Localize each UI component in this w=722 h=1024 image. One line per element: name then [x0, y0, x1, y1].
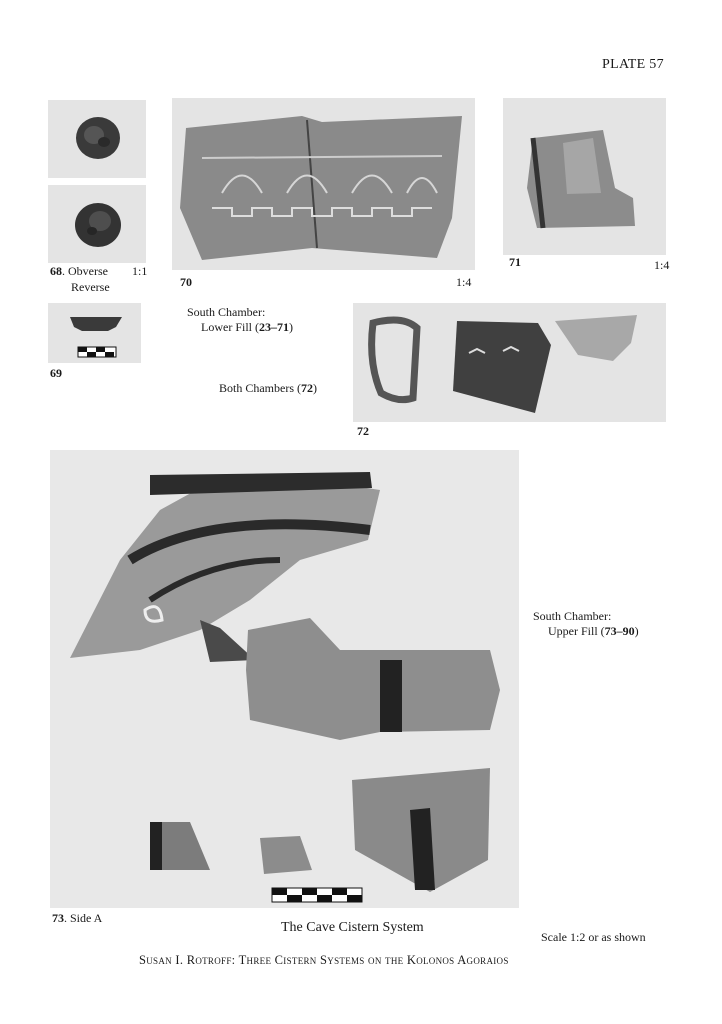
item-73-side: . Side A — [64, 911, 103, 925]
coin-reverse-photo — [48, 185, 146, 263]
coin-obverse-photo — [48, 100, 146, 178]
item-68-label — [50, 264, 108, 279]
both-chambers-label — [219, 381, 317, 396]
item-68-scale: 1:1 — [132, 264, 148, 278]
upper-fill-chamber: South Chamber: — [533, 609, 612, 623]
scale-note: Scale 1:2 or as shown — [541, 930, 646, 944]
upper-fill-text: Upper Fill ( — [548, 624, 605, 638]
upper-fill-range: 73–90 — [604, 624, 635, 638]
item-71-scale: 1:4 — [654, 258, 670, 272]
item-68-reverse-label: Reverse — [71, 280, 110, 294]
block-fragment-photo — [503, 98, 666, 255]
upper-fill-end: ) — [634, 624, 639, 638]
upper-fill-label — [548, 624, 639, 639]
lower-fill-end: ) — [289, 320, 293, 334]
item-72-number: 72 — [357, 424, 369, 438]
lower-fill-chamber: South Chamber: — [187, 305, 266, 319]
item-68-obverse: . Obverse — [62, 264, 108, 278]
bowl-profile-image — [48, 303, 141, 363]
item-73-number: 73 — [52, 911, 64, 925]
item-70-number: 70 — [180, 275, 192, 289]
lower-fill-text: Lower Fill ( — [201, 320, 259, 334]
item-73-label — [52, 911, 102, 926]
sherds-72-photo — [353, 303, 666, 422]
plate-caption: The Cave Cistern System — [281, 920, 424, 935]
krater-fragments-photo — [50, 450, 519, 908]
block-fragment-image — [503, 98, 666, 255]
footer-citation: Susan I. Rotroff: Three Cistern Systems on the Kolonos Agoraios — [139, 953, 509, 967]
item-68-number: 68 — [50, 264, 62, 278]
item-71-number: 71 — [509, 255, 521, 269]
coin-reverse-image — [48, 185, 146, 263]
item-70-scale: 1:4 — [456, 275, 472, 289]
coin-obverse-image — [48, 100, 146, 178]
bowl-profile-photo — [48, 303, 141, 363]
plate-title: PLATE 57 — [602, 57, 664, 72]
relief-plaque-photo — [172, 98, 475, 270]
sherds-72-image — [353, 303, 666, 422]
item-69-number: 69 — [50, 366, 62, 380]
lower-fill-label — [201, 320, 293, 335]
both-chambers-range: 72 — [301, 381, 313, 395]
both-chambers-end: ) — [313, 381, 317, 395]
relief-plaque-image — [172, 98, 475, 270]
lower-fill-range: 23–71 — [259, 320, 289, 334]
both-chambers-text: Both Chambers ( — [219, 381, 301, 395]
krater-fragments-image — [50, 450, 519, 908]
